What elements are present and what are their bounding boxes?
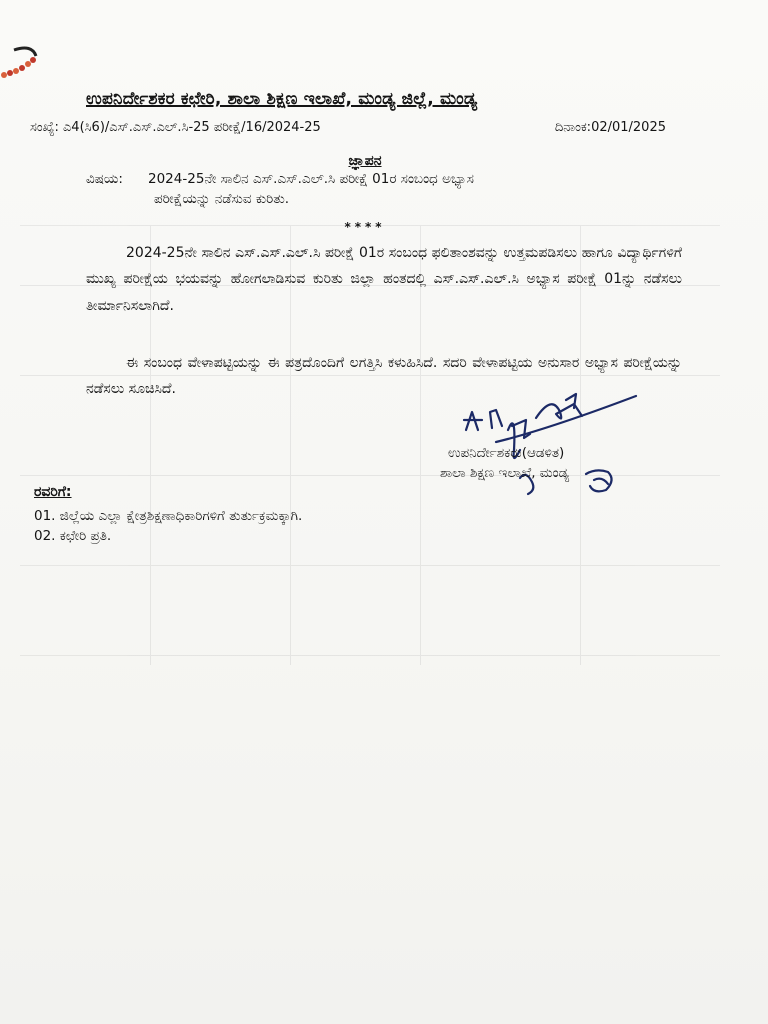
reference-number: ಸಂಖ್ಯೆ: ಎ4(ಸಿ6)/ಎಸ್.ಎಸ್.ಎಲ್.ಸಿ-25 ಪರೀಕ್ಷೆ/16/2024-25 — [30, 120, 321, 135]
binder-ring-icon — [0, 42, 40, 82]
subject-line-2: ಪರೀಕ್ಷೆಯನ್ನು ನಡೆಸುವ ಕುರಿತು. — [154, 191, 290, 207]
letter-date: ದಿನಾಂಕ:02/01/2025 — [554, 120, 666, 135]
recipients-label: ರವರಿಗೆ: — [34, 484, 72, 500]
separator-stars: **** — [344, 220, 386, 234]
subject-line-1: 2024-25ನೇ ಸಾಲಿನ ಎಸ್.ಎಸ್.ಎಲ್.ಸಿ ಪರೀಕ್ಷೆ 01ರ ಸಂಬಂಧ ಅಭ್ಯಾಸ — [148, 171, 474, 187]
body-paragraph-2: ಈ ಸಂಬಂಧ ವೇಳಾಪಟ್ಟಿಯನ್ನು ಈ ಪತ್ರದೊಂದಿಗೆ ಲಗತ್ತಿಸಿ ಕಳುಹಿಸಿದೆ. ಸದರಿ ವೇಳಾಪಟ್ಟಿಯ ಅನುಸಾರ ಅಭ್ಯಾಸ ಪರೀಕ್ಷೆಯನ್ನು ನಡೆಸಲು ಸೂಚಿಸಿದೆ. — [86, 355, 682, 397]
body-paragraph-1: 2024-25ನೇ ಸಾಲಿನ ಎಸ್.ಎಸ್.ಎಲ್.ಸಿ ಪರೀಕ್ಷೆ 01ರ ಸಂಬಂಧ ಫಲಿತಾಂಶವನ್ನು ಉತ್ತಮಪಡಿಸಲು ಹಾಗೂ ವಿದ್ಯಾರ್ಥಿಗಳಿಗೆ ಮುಖ್ಯ ಪರೀಕ್ಷೆಯ ಭಯವನ್ನು ಹೋಗಲಾಡಿಸುವ ಕುರಿತು ಜಿಲ್ಲಾ ಹಂತದಲ್ಲಿ ಎಸ್.ಎಸ್.ಎಲ್.ಸಿ ಅಭ್ಯಾಸ ಪರೀಕ್ಷೆ 01ನ್ನು ನಡೆಸಲು ತೀರ್ಮಾನಿಸಲಾಗಿದೆ. — [86, 245, 682, 314]
office-heading: ಉಪನಿರ್ದೇಶಕರ ಕಛೇರಿ, ಶಾಲಾ ಶಿಕ್ಷಣ ಇಲಾಖೆ, ಮಂಡ್ಯ ಜಿಲ್ಲೆ, ಮಂಡ್ಯ — [86, 89, 478, 109]
signatory-designation — [440, 443, 680, 483]
recipient-item: 02. ಕಛೇರಿ ಪ್ರತಿ. — [34, 528, 112, 544]
recipients-list — [34, 506, 534, 546]
subject-label: ವಿಷಯ: — [86, 171, 123, 187]
notice-title: ಜ್ಞಾಪನ — [348, 153, 382, 169]
designation-line-2: ಶಾಲಾ ಶಿಕ್ಷಣ ಇಲಾಖೆ, ಮಂಡ್ಯ — [440, 465, 570, 481]
reference-line — [30, 120, 670, 140]
subject-block — [86, 169, 646, 209]
recipient-item: 01. ಜಿಲ್ಲೆಯ ಎಲ್ಲಾ ಕ್ಷೇತ್ರಶಿಕ್ಷಣಾಧಿಕಾರಿಗಳಿಗೆ ತುರ್ತುಕ್ರಮಕ್ಕಾಗಿ. — [34, 508, 303, 524]
designation-line-1: ಉಪನಿರ್ದೇಶಕರು(ಆಡಳಿತ) — [448, 445, 565, 461]
